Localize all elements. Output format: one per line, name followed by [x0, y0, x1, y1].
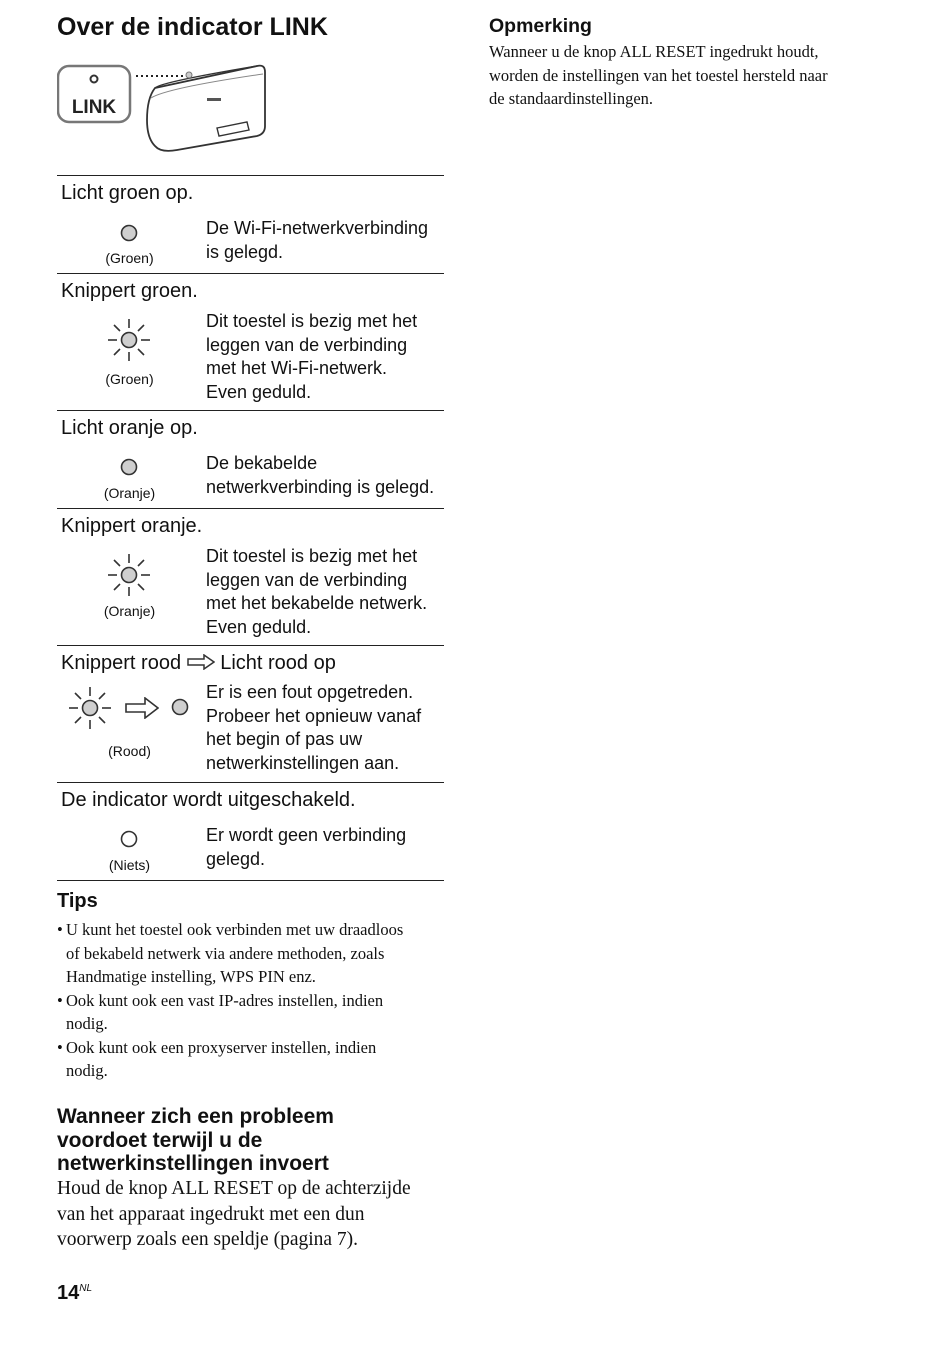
arrow-right-icon: [187, 654, 215, 670]
page-number: $14^{NL}$: [57, 1282, 93, 1304]
section-title: Over de indicator LINK: [57, 13, 328, 41]
device-illustration: [57, 58, 287, 158]
arrow-right-icon: [125, 697, 159, 719]
status-block-blinking-green: [57, 273, 444, 410]
led-color-caption: (Niets): [108, 857, 151, 873]
link-label: LINK: [71, 97, 117, 118]
status-block-solid-orange: [57, 410, 444, 508]
problem-body: Houd de knop ALL RESET op de achterzijde van het apparaat ingedrukt met een dun voorwerp zoals een speldje (pagina 7).: [57, 1178, 411, 1250]
led-color-caption: (Groen): [105, 250, 154, 266]
list-item: • Ook kunt ook een vast IP-adres instellen, indien nodig.: [57, 989, 447, 1036]
list-item: • U kunt het toestel ook verbinden met uw draadloos of bekabeld netwerk via andere methoden, zoals Handmatige instelling, WPS PIN enz.: [57, 918, 447, 989]
status-description: Dit toestel is bezig met het leggen van de verbinding met het Wi-Fi-netwerk. Even geduld.: [206, 311, 418, 402]
status-block-red: [57, 645, 444, 782]
status-description: De bekabelde netwerkverbinding is gelegd.: [206, 453, 435, 497]
led-on-icon: [170, 697, 190, 717]
status-block-off: [57, 782, 444, 881]
status-block-blinking-orange: [57, 508, 444, 645]
led-off-icon: [119, 829, 139, 849]
led-blinking-icon: [106, 317, 152, 363]
led-color-caption: (Groen): [105, 371, 154, 387]
led-color-caption: (Oranje): [103, 485, 156, 501]
led-blinking-icon: [106, 552, 152, 598]
note-text: Wanneer u de knop ALL RESET ingedrukt houdt, worden de instellingen van het toestel hersteld naar de standaardinstellingen.: [489, 42, 828, 108]
status-title: Licht groen op.: [61, 182, 194, 204]
led-on-icon: [119, 457, 139, 477]
status-title: De indicator wordt uitgeschakeld.: [61, 789, 356, 811]
led-on-icon: [119, 223, 139, 243]
page-language: NL: [79, 1283, 93, 1294]
tips-list: [57, 918, 447, 1083]
status-title: Licht oranje op.: [61, 417, 198, 439]
status-description: Er is een fout opgetreden. Probeer het opnieuw vanaf het begin of pas uw netwerkinstellingen aan.: [206, 682, 422, 773]
status-description: Dit toestel is bezig met het leggen van de verbinding met het bekabelde netwerk. Even geduld.: [206, 546, 428, 637]
led-blinking-icon: [67, 685, 113, 731]
problem-heading: Wanneer zich een probleem voordoet terwijl u de netwerkinstellingen invoert: [57, 1105, 334, 1175]
speaker-dock-icon: [147, 66, 265, 151]
list-item: • Ook kunt ook een proxyserver instellen, indien nodig.: [57, 1036, 447, 1083]
note-heading: Opmerking: [489, 15, 592, 37]
status-title: Knippert rood Licht rood op: [61, 652, 336, 674]
status-description: De Wi-Fi-netwerkverbinding is gelegd.: [206, 218, 429, 262]
status-title: Knippert groen.: [61, 280, 198, 302]
status-description: Er wordt geen verbinding gelegd.: [206, 825, 407, 869]
led-color-caption: (Rood): [108, 743, 151, 759]
status-block-solid-green: [57, 175, 444, 273]
tips-heading: Tips: [57, 890, 98, 912]
status-title: Knippert oranje.: [61, 515, 203, 537]
indicator-status-table: [57, 175, 444, 881]
led-color-caption: (Oranje): [103, 603, 156, 619]
